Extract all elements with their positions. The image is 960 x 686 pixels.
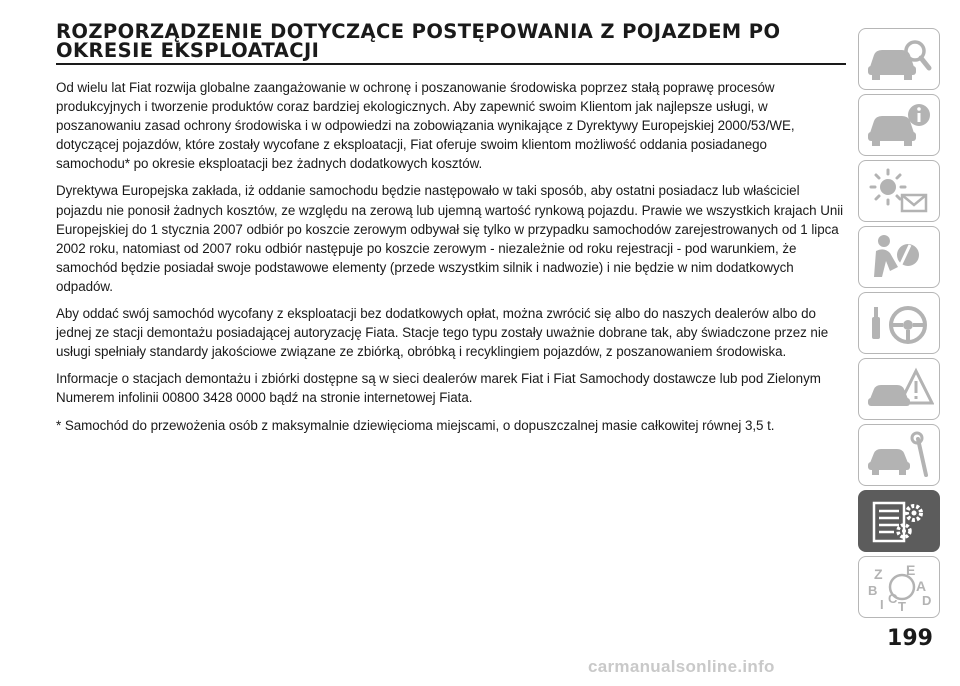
tab-starting-driving[interactable]: [858, 292, 940, 354]
watermark: carmanualsonline.info: [588, 657, 775, 676]
paragraph-directive: Dyrektywa Europejska zakłada, iż oddanie samochodu będzie następowało w taki sposób, aby ostatni posiadacz lub właściciel pojazdu nie ponosił żadnych kosztów, ze względu na zerową lub ujemną wartość rynkową pojazdu. Prawie we wszystkich krajach Unii Europejskiej do 1 stycznia 2007 odbiór po koszcie zerowym odbywał się tylko w przypadku samochodów zarejestrowanych od 1 lipca 2002 roku, natomiast od 2007 roku odbiór następuje po koszcie zerowym - niezależnie od roku rejestracji - pod warunkiem, że samochód będzie posiadał swoje podstawowe elementy (przede wszystkim silnik i nadwozie) i nie będzie w nim dodatkowych odpadów.: [56, 183, 844, 294]
technical-data-icon: [864, 495, 934, 547]
tab-safety[interactable]: [858, 226, 940, 288]
alphabetical-index-icon: [864, 561, 934, 613]
tab-vehicle-info[interactable]: [858, 94, 940, 156]
airbag-safety-icon: [864, 231, 934, 283]
tab-dashboard-lights[interactable]: [858, 160, 940, 222]
index-letter: A: [916, 578, 927, 594]
paragraph-footnote: * Samochód do przewożenia osób z maksymalnie dziewięcioma miejscami, o dopuszczalnej masie całkowitej równej 3,5 t.: [56, 417, 775, 433]
index-letter: C: [888, 591, 898, 606]
heading-line-1: ROZPORZĄDZENIE DOTYCZĄCE POSTĘPOWANIA Z POJAZDEM PO: [56, 20, 781, 43]
heading-line-2: OKRESIE EKSPLOATACJI: [56, 39, 320, 62]
section-heading: [56, 22, 844, 60]
tab-maintenance[interactable]: [858, 424, 940, 486]
paragraph-contact-info: Informacje o stacjach demontażu i zbiórki dostępne są w sieci dealerów marek Fiat i Fiat Samochody dostawcze lub pod Zielonym Numerem infolinii 00800 3428 0000 bądź na stronie internetowej Fiata.: [56, 371, 821, 406]
heading-rule: [56, 63, 846, 65]
index-letter: D: [922, 593, 932, 608]
index-letter: I: [880, 597, 884, 612]
maintenance-tools-icon: [864, 429, 934, 481]
car-search-icon: [864, 33, 934, 85]
index-letter: Z: [874, 566, 883, 582]
tab-emergency[interactable]: [858, 358, 940, 420]
steering-wheel-icon: [864, 297, 934, 349]
tab-alphabetical-index[interactable]: [858, 556, 940, 618]
warning-breakdown-icon: [864, 363, 934, 415]
index-letter: B: [868, 583, 878, 598]
index-letter: E: [906, 562, 916, 578]
car-info-icon: [864, 99, 934, 151]
paragraph-intro: Od wielu lat Fiat rozwija globalne zaangażowanie w ochronę i poszanowanie środowiska poprzez stałą poprawę procesów produkcyjnych i tworzenie produktów coraz bardziej ekologicznych. Aby zapewnić swoim Klientom jak najlepsze usługi, w poszanowaniu zasad ochrony środowiska i w odpowiedzi na zobowiązania wynikające z Dyrektywy Europejskiej 2000/53/WE, dotyczącej pojazdów, które zostały wycofane z eksploatacji, Fiat oferuje swoim klientom możliwość oddania posiadanego samochodu* po okresie eksploatacji bez żadnych dodatkowych kosztów.: [56, 80, 795, 172]
tab-technical-data[interactable]: [858, 490, 940, 552]
chapter-tabs-sidebar: [858, 28, 940, 622]
page-number: 199: [887, 626, 933, 651]
paragraph-dealers: Aby oddać swój samochód wycofany z eksploatacji bez dodatkowych opłat, można zwrócić się albo do naszych dealerów albo do jednej ze stacji demontażu posiadającej autoryzację Fiata. Stacje tego typu zostały uważnie dobrane tak, aby świadczone przez nie usługi spełniały standardy jakościowe związane ze zbiórką, obróbką i recyklingiem pojazdów, z poszanowaniem środowiska.: [56, 306, 829, 360]
dashboard-lights-icon: [864, 165, 934, 217]
page-content: [56, 22, 844, 443]
index-letter: T: [898, 599, 906, 613]
tab-vehicle-knowledge[interactable]: [858, 28, 940, 90]
